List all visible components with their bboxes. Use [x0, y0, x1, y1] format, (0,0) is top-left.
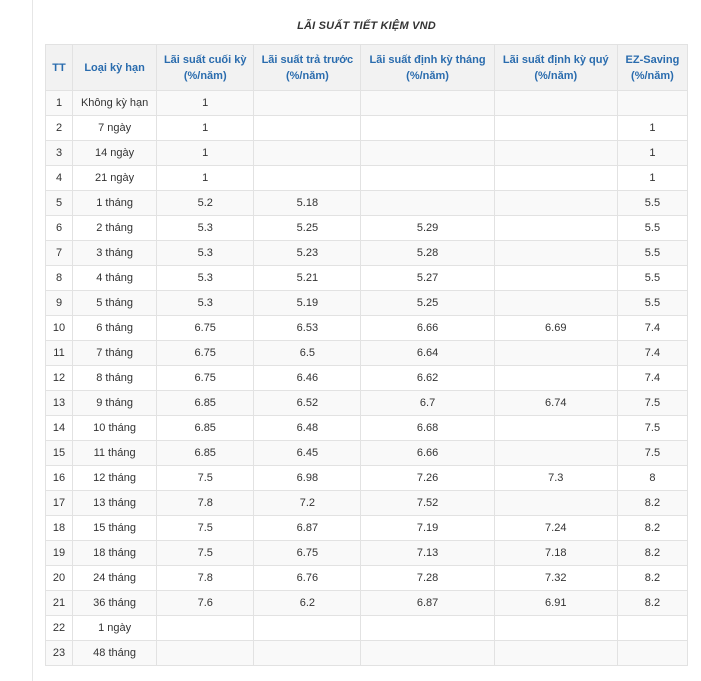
cell-tt: 6 — [46, 216, 73, 241]
cell-ez-saving: 7.4 — [617, 316, 687, 341]
cell-prepaid-rate: 6.87 — [254, 516, 361, 541]
cell-term: 1 tháng — [73, 191, 157, 216]
table-row — [46, 516, 688, 541]
cell-tt: 14 — [46, 416, 73, 441]
cell-end-rate: 6.85 — [157, 391, 254, 416]
header-end-rate: Lãi suất cuối kỳ (%/năm) — [157, 45, 254, 91]
cell-end-rate: 6.75 — [157, 366, 254, 391]
table-row — [46, 616, 688, 641]
cell-end-rate: 5.2 — [157, 191, 254, 216]
cell-ez-saving: 7.5 — [617, 416, 687, 441]
cell-end-rate: 7.5 — [157, 516, 254, 541]
cell-tt: 12 — [46, 366, 73, 391]
cell-prepaid-rate — [254, 116, 361, 141]
cell-end-rate — [157, 616, 254, 641]
cell-ez-saving: 7.5 — [617, 441, 687, 466]
cell-ez-saving: 8.2 — [617, 541, 687, 566]
cell-ez-saving: 5.5 — [617, 191, 687, 216]
table-body — [46, 91, 688, 666]
cell-quarterly-rate — [494, 216, 617, 241]
cell-end-rate: 7.5 — [157, 466, 254, 491]
cell-monthly-rate: 6.87 — [361, 591, 494, 616]
cell-prepaid-rate — [254, 166, 361, 191]
cell-tt: 1 — [46, 91, 73, 116]
cell-prepaid-rate: 5.25 — [254, 216, 361, 241]
cell-ez-saving — [617, 91, 687, 116]
cell-ez-saving: 8 — [617, 466, 687, 491]
cell-term: 3 tháng — [73, 241, 157, 266]
cell-end-rate: 1 — [157, 141, 254, 166]
table-row — [46, 491, 688, 516]
cell-tt: 16 — [46, 466, 73, 491]
cell-term: 4 tháng — [73, 266, 157, 291]
cell-monthly-rate: 7.26 — [361, 466, 494, 491]
cell-monthly-rate: 6.66 — [361, 316, 494, 341]
cell-tt: 19 — [46, 541, 73, 566]
table-row — [46, 391, 688, 416]
cell-term: 10 tháng — [73, 416, 157, 441]
header-term: Loại kỳ hạn — [73, 45, 157, 91]
cell-end-rate: 7.5 — [157, 541, 254, 566]
cell-quarterly-rate: 6.69 — [494, 316, 617, 341]
cell-end-rate: 5.3 — [157, 291, 254, 316]
cell-quarterly-rate — [494, 91, 617, 116]
cell-quarterly-rate — [494, 641, 617, 666]
cell-term: 13 tháng — [73, 491, 157, 516]
table-row — [46, 641, 688, 666]
cell-quarterly-rate — [494, 441, 617, 466]
cell-prepaid-rate: 6.5 — [254, 341, 361, 366]
cell-quarterly-rate — [494, 191, 617, 216]
cell-monthly-rate — [361, 116, 494, 141]
cell-tt: 3 — [46, 141, 73, 166]
cell-quarterly-rate: 7.3 — [494, 466, 617, 491]
table-header-row — [46, 45, 688, 91]
cell-ez-saving: 8.2 — [617, 566, 687, 591]
cell-end-rate: 1 — [157, 116, 254, 141]
cell-monthly-rate — [361, 191, 494, 216]
cell-term: 8 tháng — [73, 366, 157, 391]
cell-monthly-rate: 6.7 — [361, 391, 494, 416]
cell-end-rate: 5.3 — [157, 216, 254, 241]
cell-ez-saving: 1 — [617, 141, 687, 166]
table-row — [46, 566, 688, 591]
cell-end-rate: 6.75 — [157, 341, 254, 366]
cell-term: 14 ngày — [73, 141, 157, 166]
table-row — [46, 241, 688, 266]
cell-tt: 22 — [46, 616, 73, 641]
cell-end-rate: 5.3 — [157, 266, 254, 291]
cell-term: 11 tháng — [73, 441, 157, 466]
cell-ez-saving: 8.2 — [617, 491, 687, 516]
cell-prepaid-rate: 6.53 — [254, 316, 361, 341]
cell-monthly-rate: 5.25 — [361, 291, 494, 316]
table-row — [46, 441, 688, 466]
table-row — [46, 191, 688, 216]
cell-quarterly-rate — [494, 141, 617, 166]
cell-monthly-rate — [361, 91, 494, 116]
cell-monthly-rate: 7.19 — [361, 516, 494, 541]
cell-prepaid-rate: 5.18 — [254, 191, 361, 216]
cell-prepaid-rate: 6.45 — [254, 441, 361, 466]
header-prepaid-rate: Lãi suất trả trước (%/năm) — [254, 45, 361, 91]
cell-ez-saving: 7.5 — [617, 391, 687, 416]
cell-term: 7 ngày — [73, 116, 157, 141]
cell-prepaid-rate: 6.48 — [254, 416, 361, 441]
cell-term: 15 tháng — [73, 516, 157, 541]
cell-tt: 7 — [46, 241, 73, 266]
header-ez-saving: EZ-Saving (%/năm) — [617, 45, 687, 91]
cell-quarterly-rate: 6.91 — [494, 591, 617, 616]
table-row — [46, 466, 688, 491]
table-row — [46, 291, 688, 316]
header-tt: TT — [46, 45, 73, 91]
cell-tt: 18 — [46, 516, 73, 541]
cell-monthly-rate: 6.62 — [361, 366, 494, 391]
cell-quarterly-rate — [494, 491, 617, 516]
table-row — [46, 316, 688, 341]
table-row — [46, 116, 688, 141]
cell-tt: 21 — [46, 591, 73, 616]
cell-prepaid-rate: 5.21 — [254, 266, 361, 291]
cell-end-rate: 5.3 — [157, 241, 254, 266]
table-row — [46, 366, 688, 391]
cell-monthly-rate: 6.68 — [361, 416, 494, 441]
cell-end-rate: 6.85 — [157, 441, 254, 466]
cell-end-rate — [157, 641, 254, 666]
cell-term: 1 ngày — [73, 616, 157, 641]
cell-term: 9 tháng — [73, 391, 157, 416]
cell-term: 36 tháng — [73, 591, 157, 616]
header-quarterly-rate: Lãi suất định kỳ quý (%/năm) — [494, 45, 617, 91]
cell-monthly-rate — [361, 141, 494, 166]
table-row — [46, 591, 688, 616]
cell-term: Không kỳ hạn — [73, 91, 157, 116]
cell-ez-saving: 7.4 — [617, 366, 687, 391]
cell-prepaid-rate — [254, 616, 361, 641]
cell-monthly-rate: 5.29 — [361, 216, 494, 241]
cell-quarterly-rate — [494, 241, 617, 266]
cell-quarterly-rate — [494, 266, 617, 291]
cell-term: 21 ngày — [73, 166, 157, 191]
cell-quarterly-rate — [494, 416, 617, 441]
cell-end-rate: 6.75 — [157, 316, 254, 341]
table-row — [46, 91, 688, 116]
cell-prepaid-rate: 6.75 — [254, 541, 361, 566]
cell-prepaid-rate: 5.19 — [254, 291, 361, 316]
cell-prepaid-rate — [254, 641, 361, 666]
cell-monthly-rate: 5.27 — [361, 266, 494, 291]
cell-ez-saving: 5.5 — [617, 266, 687, 291]
cell-tt: 11 — [46, 341, 73, 366]
cell-tt: 8 — [46, 266, 73, 291]
cell-end-rate: 7.8 — [157, 566, 254, 591]
cell-tt: 13 — [46, 391, 73, 416]
table-title: LÃI SUẤT TIẾT KIỆM VND — [297, 20, 436, 32]
cell-term: 2 tháng — [73, 216, 157, 241]
cell-prepaid-rate — [254, 91, 361, 116]
cell-term: 6 tháng — [73, 316, 157, 341]
table-row — [46, 266, 688, 291]
table-row — [46, 166, 688, 191]
cell-prepaid-rate: 6.98 — [254, 466, 361, 491]
cell-monthly-rate — [361, 616, 494, 641]
cell-quarterly-rate — [494, 341, 617, 366]
cell-ez-saving: 5.5 — [617, 241, 687, 266]
cell-ez-saving: 5.5 — [617, 291, 687, 316]
left-divider — [32, 0, 33, 681]
header-monthly-rate: Lãi suất định kỳ tháng (%/năm) — [361, 45, 494, 91]
cell-term: 18 tháng — [73, 541, 157, 566]
cell-prepaid-rate — [254, 141, 361, 166]
cell-end-rate: 7.6 — [157, 591, 254, 616]
cell-tt: 15 — [46, 441, 73, 466]
cell-quarterly-rate — [494, 366, 617, 391]
cell-ez-saving: 8.2 — [617, 591, 687, 616]
cell-prepaid-rate: 7.2 — [254, 491, 361, 516]
cell-tt: 17 — [46, 491, 73, 516]
cell-prepaid-rate: 5.23 — [254, 241, 361, 266]
cell-end-rate: 6.85 — [157, 416, 254, 441]
cell-tt: 5 — [46, 191, 73, 216]
cell-ez-saving: 5.5 — [617, 216, 687, 241]
cell-quarterly-rate: 6.74 — [494, 391, 617, 416]
cell-monthly-rate: 6.64 — [361, 341, 494, 366]
cell-quarterly-rate — [494, 616, 617, 641]
cell-term: 7 tháng — [73, 341, 157, 366]
cell-ez-saving: 1 — [617, 166, 687, 191]
cell-quarterly-rate: 7.32 — [494, 566, 617, 591]
cell-ez-saving: 8.2 — [617, 516, 687, 541]
cell-tt: 2 — [46, 116, 73, 141]
table-row — [46, 416, 688, 441]
cell-monthly-rate: 7.52 — [361, 491, 494, 516]
cell-ez-saving: 7.4 — [617, 341, 687, 366]
cell-prepaid-rate: 6.52 — [254, 391, 361, 416]
table-row — [46, 341, 688, 366]
cell-tt: 4 — [46, 166, 73, 191]
cell-term: 5 tháng — [73, 291, 157, 316]
cell-end-rate: 1 — [157, 91, 254, 116]
cell-end-rate: 1 — [157, 166, 254, 191]
cell-term: 48 tháng — [73, 641, 157, 666]
cell-prepaid-rate: 6.76 — [254, 566, 361, 591]
cell-quarterly-rate — [494, 291, 617, 316]
cell-monthly-rate: 6.66 — [361, 441, 494, 466]
cell-monthly-rate — [361, 641, 494, 666]
cell-tt: 10 — [46, 316, 73, 341]
cell-tt: 9 — [46, 291, 73, 316]
cell-quarterly-rate: 7.24 — [494, 516, 617, 541]
cell-prepaid-rate: 6.46 — [254, 366, 361, 391]
cell-tt: 20 — [46, 566, 73, 591]
cell-quarterly-rate: 7.18 — [494, 541, 617, 566]
cell-monthly-rate: 7.13 — [361, 541, 494, 566]
cell-quarterly-rate — [494, 116, 617, 141]
cell-ez-saving: 1 — [617, 116, 687, 141]
cell-quarterly-rate — [494, 166, 617, 191]
cell-prepaid-rate: 6.2 — [254, 591, 361, 616]
cell-term: 12 tháng — [73, 466, 157, 491]
table-row — [46, 541, 688, 566]
table-row — [46, 216, 688, 241]
cell-monthly-rate: 7.28 — [361, 566, 494, 591]
cell-monthly-rate — [361, 166, 494, 191]
cell-monthly-rate: 5.28 — [361, 241, 494, 266]
cell-ez-saving — [617, 616, 687, 641]
cell-ez-saving — [617, 641, 687, 666]
interest-rate-table — [45, 44, 688, 666]
cell-tt: 23 — [46, 641, 73, 666]
cell-end-rate: 7.8 — [157, 491, 254, 516]
table-row — [46, 141, 688, 166]
cell-term: 24 tháng — [73, 566, 157, 591]
